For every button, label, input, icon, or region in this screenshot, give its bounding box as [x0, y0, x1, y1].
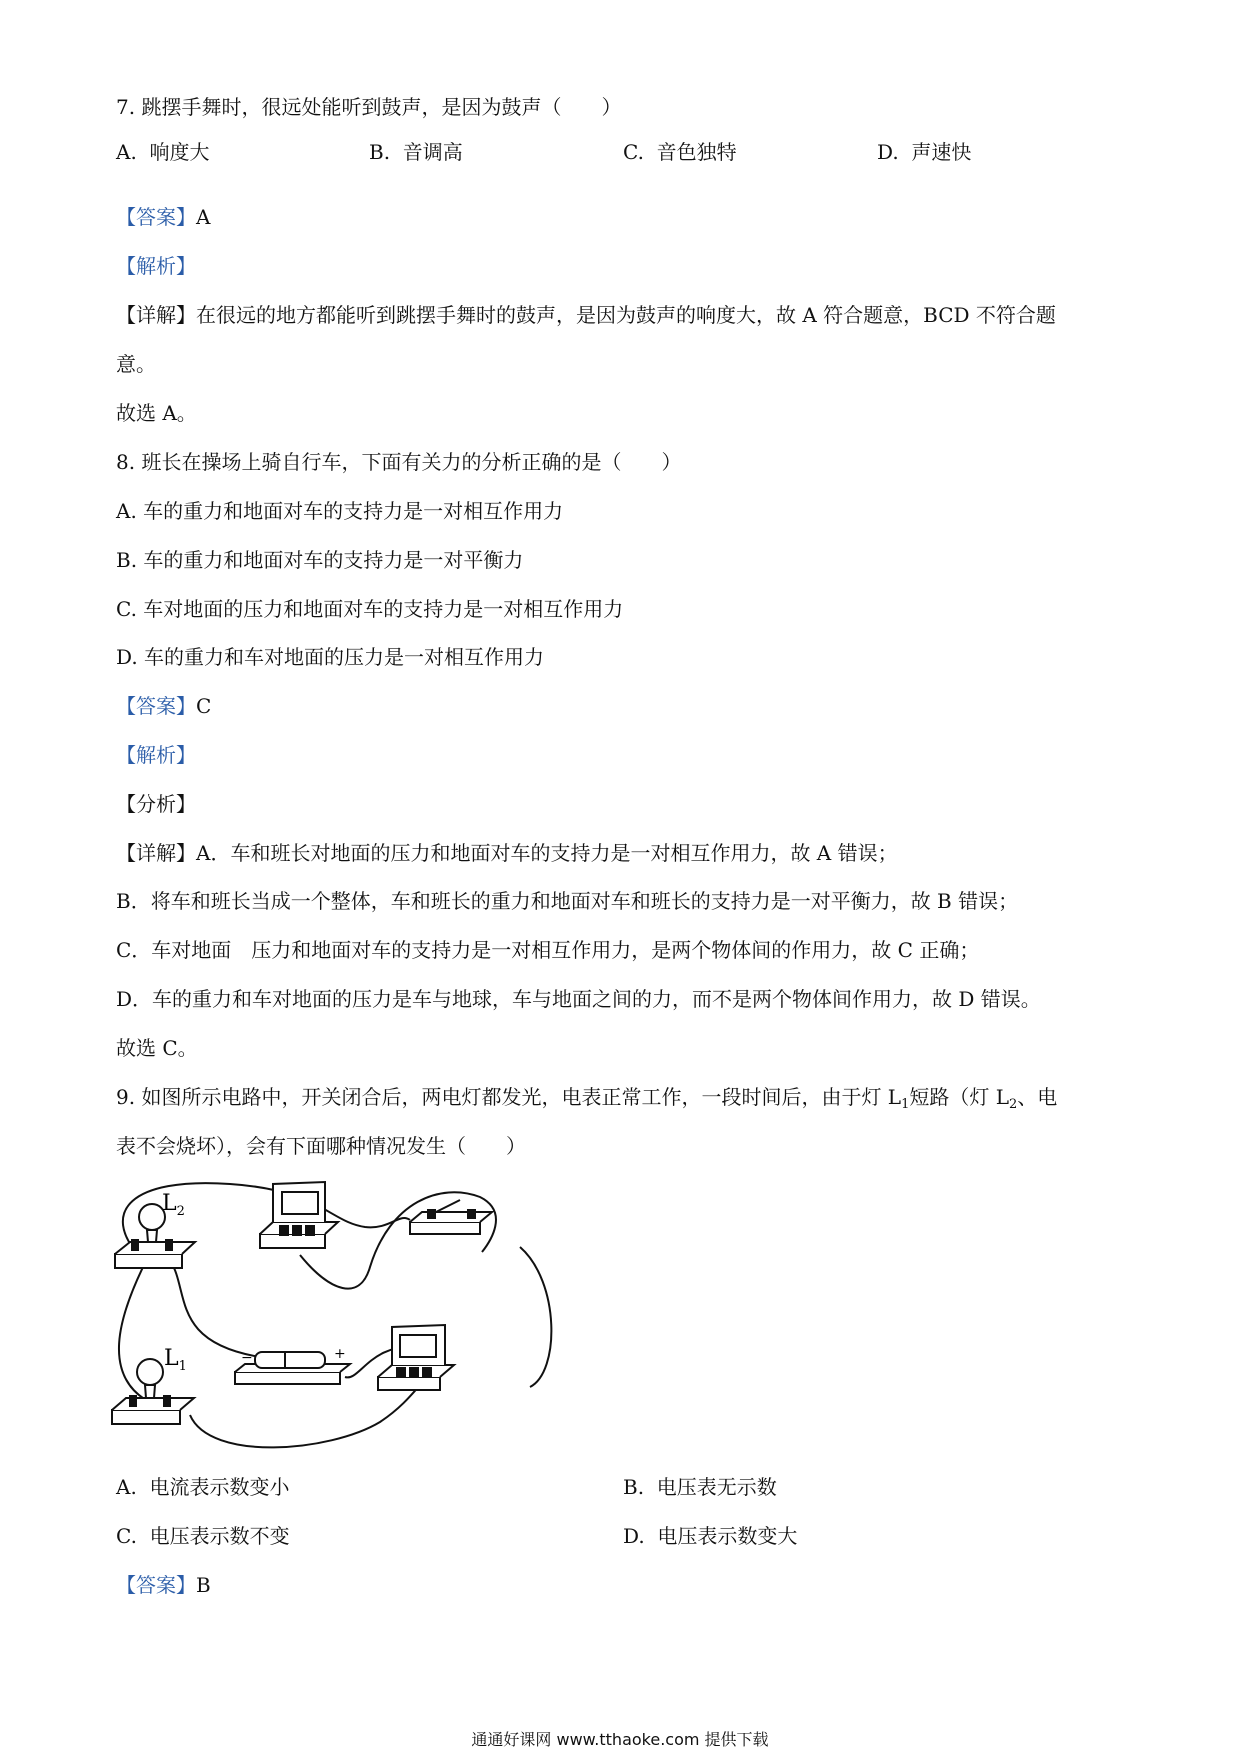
q9-answer [116, 1571, 211, 1599]
q8-stem: 8. 班长在操场上骑自行车，下面有关力的分析正确的是（ ） [116, 450, 682, 474]
q8-detail-line1: 【详解】A．车和班长对地面的压力和地面对车的支持力是一对相互作用力，故 A 错误； [116, 841, 898, 865]
answer-value: C [196, 694, 212, 718]
page-footer: 通通好课网 www.tthaoke.com 提供下载 [471, 1730, 769, 1749]
answer-tag: 【答案】 [116, 205, 196, 229]
q7-option-d: D. 声速快 [877, 140, 972, 164]
q9-stem-line2: 表不会烧坏），会有下面哪种情况发生（ ） [116, 1134, 526, 1158]
q7-analysis-tag: 【解析】 [116, 254, 196, 278]
q7-option-c: C. 音色独特 [623, 140, 737, 164]
label-battery-minus: − [241, 1350, 253, 1366]
switch [410, 1200, 492, 1234]
q8-fenxi: 【分析】 [116, 792, 196, 816]
label-battery-plus: + [334, 1346, 346, 1362]
answer-value: B [196, 1573, 211, 1597]
answer-tag: 【答案】 [116, 1573, 196, 1597]
q9-stem-sub1: 1 [901, 1097, 910, 1112]
q8-detail-line4: D．车的重力和车对地面的压力是车与地球，车与地面之间的力，而不是两个物体间作用力，故 D 错误。 [116, 987, 1041, 1011]
q7-conclusion: 故选 A。 [116, 401, 197, 425]
label-l2: $L_2$ [162, 1191, 185, 1219]
q9-stem-part-b: 短路（灯 L [909, 1085, 1009, 1109]
q8-option-a: A. 车的重力和地面对车的支持力是一对相互作用力 [116, 499, 564, 523]
q8-answer [116, 692, 211, 720]
voltmeter [378, 1325, 454, 1390]
q9-option-a: A. 电流表示数变小 [116, 1475, 290, 1499]
q8-option-b: B. 车的重力和地面对车的支持力是一对平衡力 [116, 548, 524, 572]
q8-conclusion: 故选 C。 [116, 1036, 198, 1060]
answer-tag: 【答案】 [116, 694, 196, 718]
ammeter [260, 1182, 338, 1248]
q7-answer [116, 203, 210, 231]
label-l1: $L_1$ [164, 1346, 187, 1374]
wire-switch-voltmeter [520, 1247, 551, 1387]
wire-ammeter-switch [300, 1192, 496, 1288]
q7-option-a: A. 响度大 [116, 140, 210, 164]
circuit-figure [110, 1172, 570, 1472]
q8-option-c: C. 车对地面的压力和地面对车的支持力是一对相互作用力 [116, 597, 624, 621]
q7-option-b: B. 音调高 [369, 140, 463, 164]
q8-option-d: D. 车的重力和车对地面的压力是一对相互作用力 [116, 645, 545, 669]
q9-option-d: D. 电压表示数变大 [623, 1524, 798, 1548]
q9-stem-line1 [116, 1083, 1057, 1119]
answer-value: A [196, 205, 211, 229]
q7-stem: 7. 跳摆手舞时，很远处能听到鼓声，是因为鼓声（ ） [116, 95, 622, 119]
q9-stem-part-a: 9. 如图所示电路中，开关闭合后，两电灯都发光，电表正常工作，一段时间后，由于灯 L [116, 1085, 902, 1109]
q9-stem-part-c: 、电 [1017, 1085, 1058, 1109]
q7-detail-line1: 【详解】在很远的地方都能听到跳摆手舞时的鼓声，是因为鼓声的响度大，故 A 符合题意，BCD 不符合题 [116, 303, 1056, 327]
q8-detail-line3: C．车对地面 压力和地面对车的支持力是一对相互作用力，是两个物体间的作用力，故 C 正确； [116, 938, 980, 962]
q8-detail-line2: B．将车和班长当成一个整体，车和班长的重力和地面对车和班长的支持力是一对平衡力，故 B 错误； [116, 889, 1019, 913]
q9-option-b: B. 电压表无示数 [623, 1475, 777, 1499]
q7-detail-line2: 意。 [116, 352, 156, 376]
q8-analysis-tag: 【解析】 [116, 743, 196, 767]
q9-stem-sub2: 2 [1009, 1097, 1018, 1112]
q9-option-c: C. 电压表示数不变 [116, 1524, 290, 1548]
